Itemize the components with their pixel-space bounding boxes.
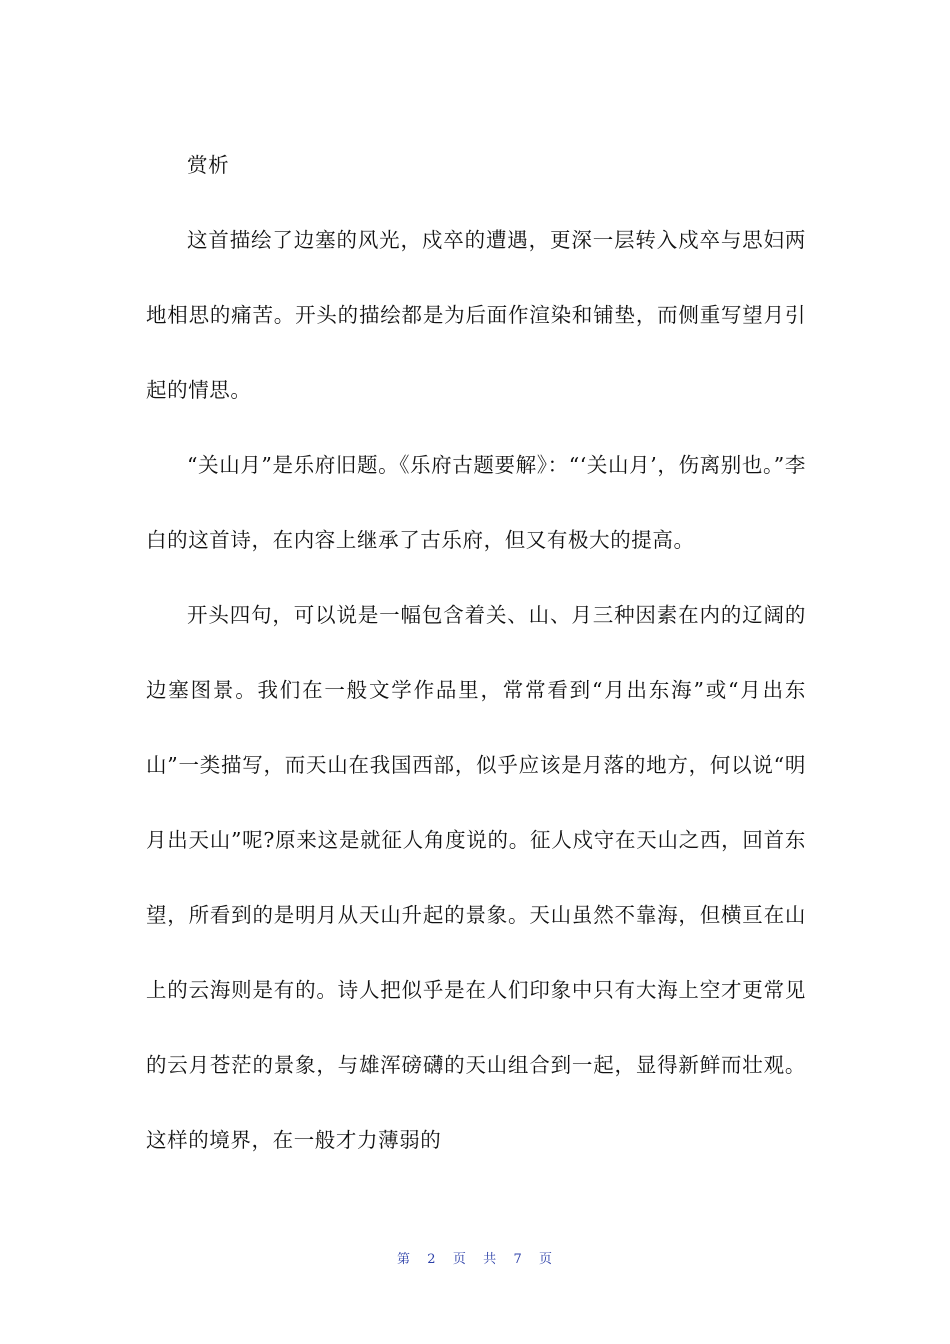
paragraph-heading: 赏析 [187,153,230,177]
footer-current-page: 2 [427,1252,437,1267]
paragraph: “关山月”是乐府旧题。《乐府古题要解》：“‘关山月’，伤离别也。”李白的这首诗，在内容上继承了古乐府，但又有极大的提高。 [146,453,806,552]
paragraph: 开头四句，可以说是一幅包含着关、山、月三种因素在内的辽阔的边塞图景。我们在一般文学作品里，常常看到“月出东海”或“月出东山”一类描写，而天山在我国西部，似乎应该是月落的地方，何以说“明月出天山”呢?原来这是就征人角度说的。征人戍守在天山之西，回首东望，所看到的是明月从天山升起的景象。天山虽然不靠海，但横亘在山上的云海则是有的。诗人把似乎是在人们印象中只有大海上空才更常见的云月苍茫的景象，与雄浑磅礴的天山组合到一起，显得新鲜而壮观。这样的境界，在一般才力薄弱的 [146,603,806,1152]
footer-total-word: 共 [483,1252,498,1267]
paragraph: 这首描绘了边塞的风光，戍卒的遭遇，更深一层转入戍卒与思妇两地相思的痛苦。开头的描绘都是为后面作渲染和铺垫，而侧重写望月引起的情思。 [146,228,806,402]
document-body [146,128,806,1178]
page-footer [0,1248,950,1267]
footer-page-word: 页 [452,1252,467,1267]
footer-prefix: 第 [396,1252,411,1267]
footer-total-pages: 7 [513,1252,523,1267]
footer-suffix: 页 [539,1252,554,1267]
